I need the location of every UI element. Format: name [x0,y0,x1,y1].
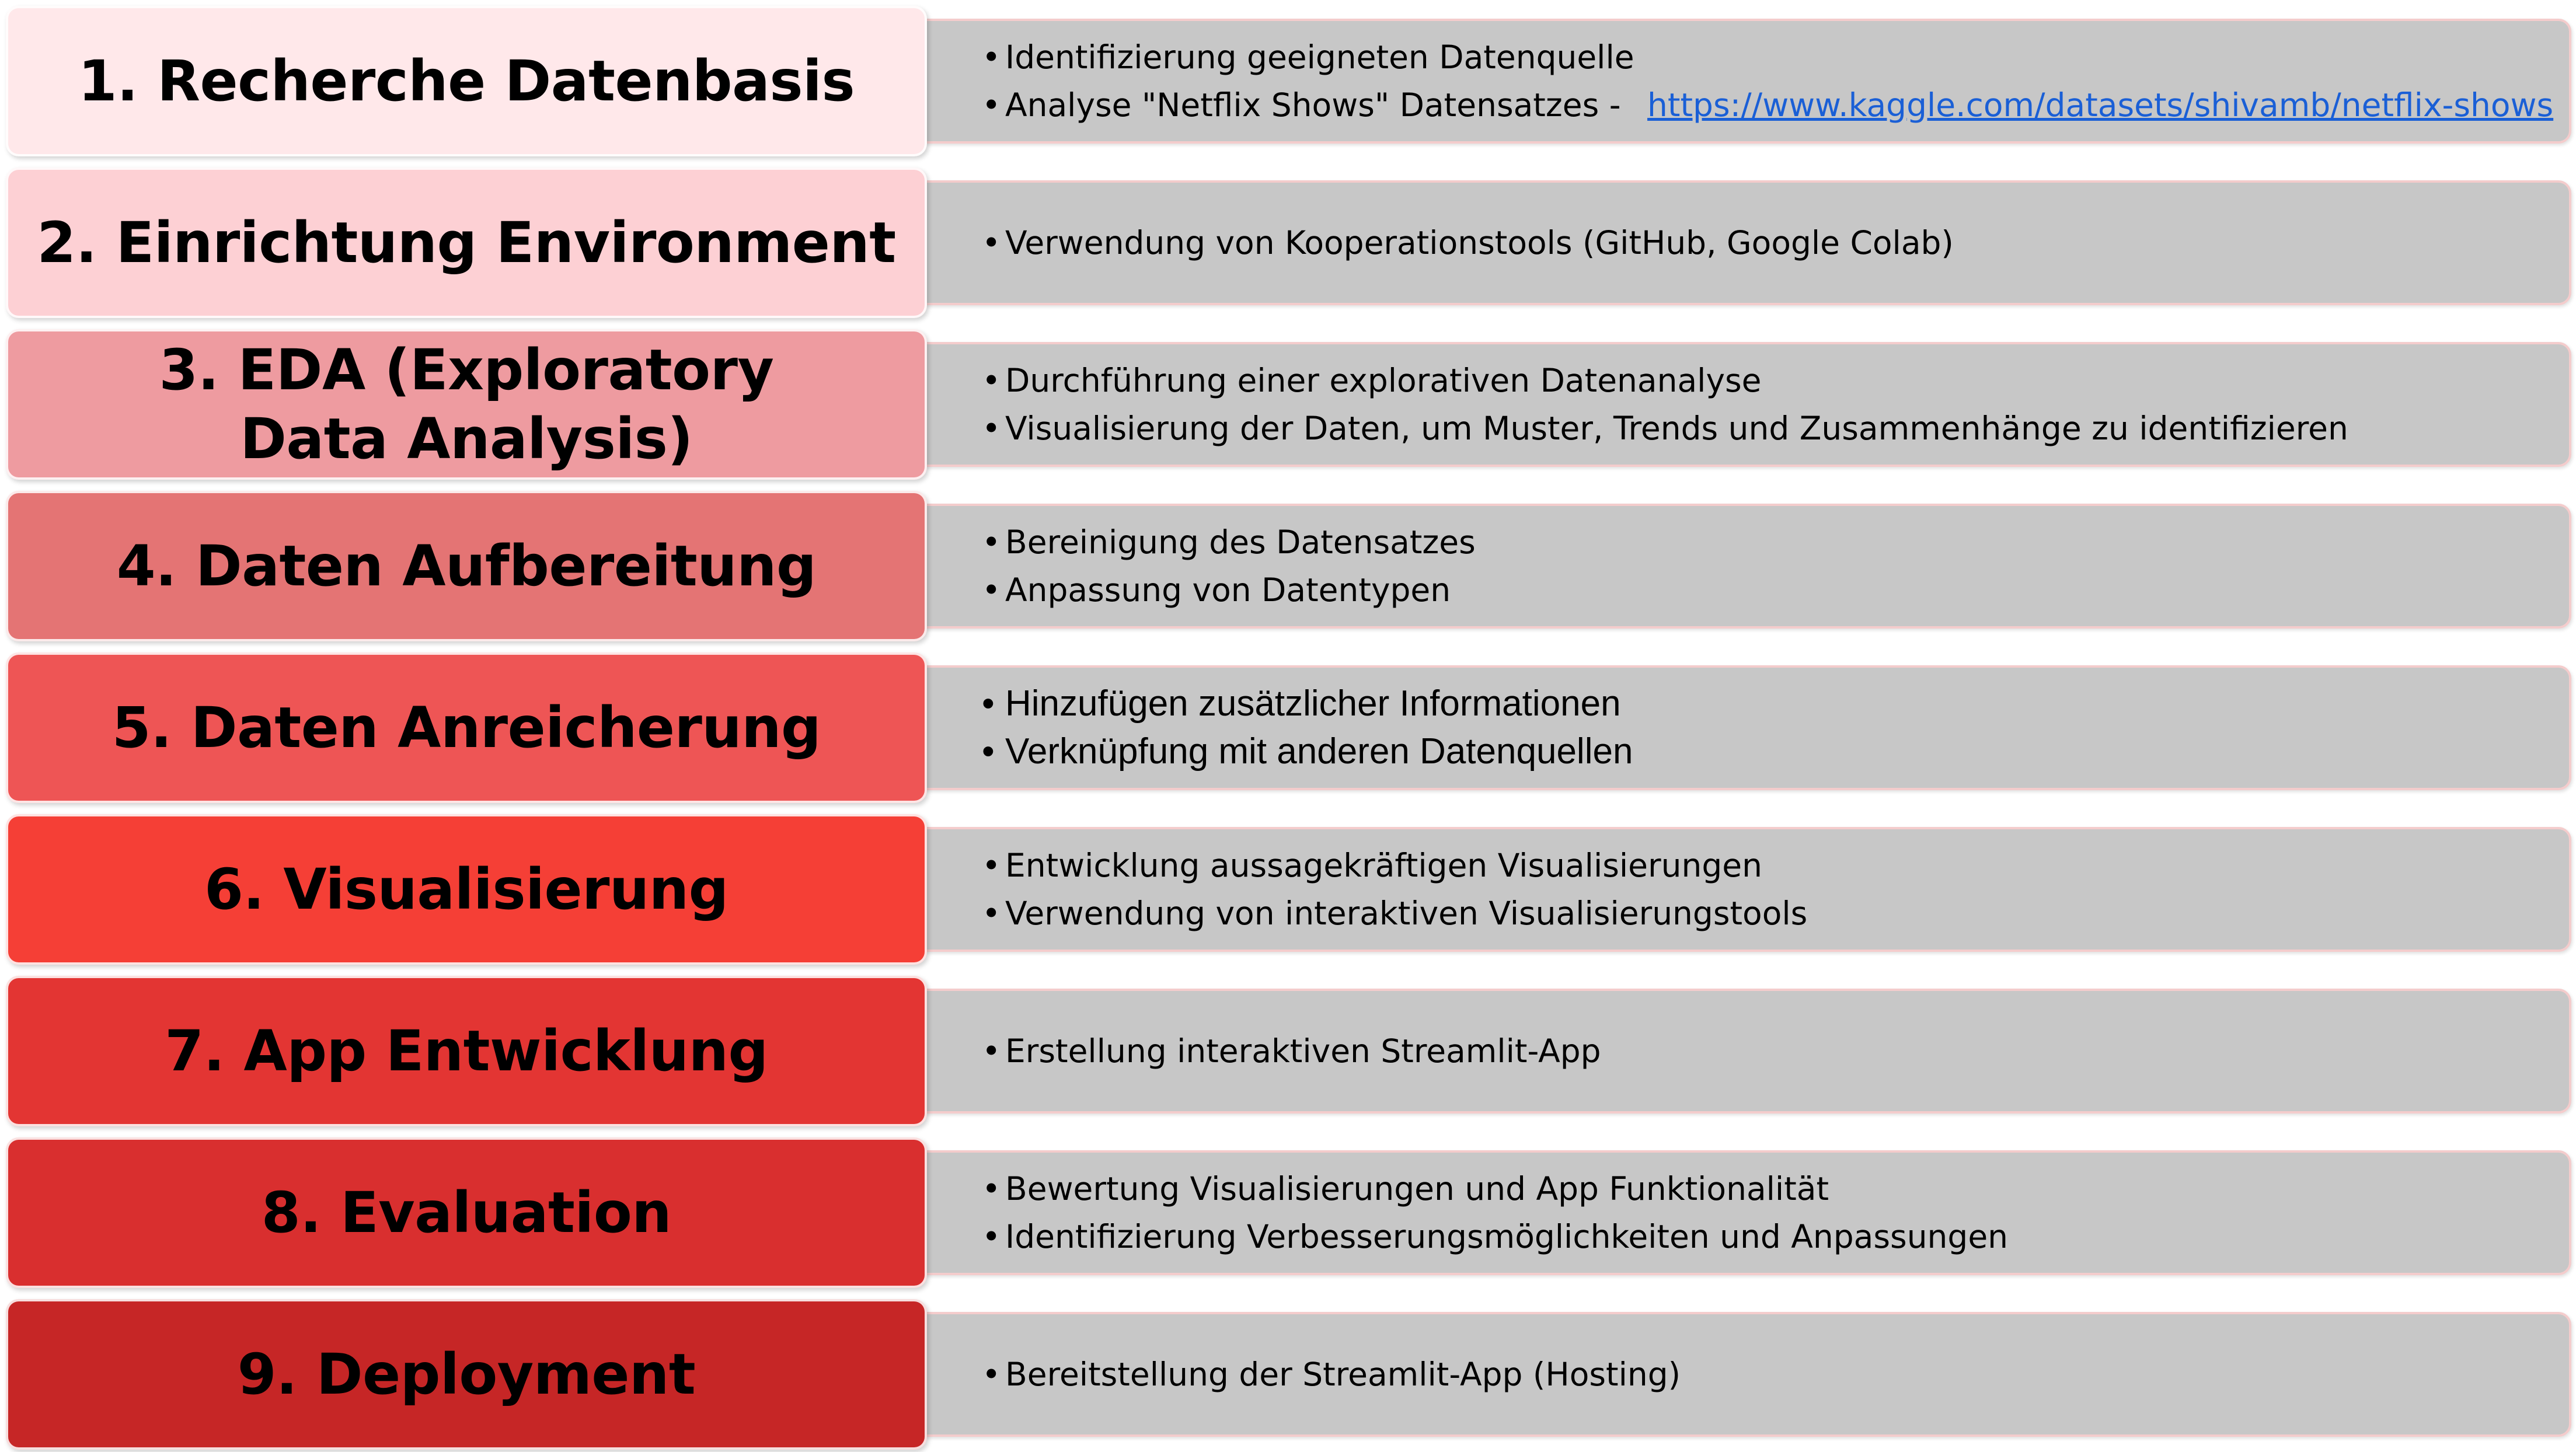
step-title-6: 6. Visualisierung [204,857,728,922]
step-title-1: 1. Recherche Datenbasis [78,48,855,114]
step-title-9: 9. Deployment [237,1342,696,1407]
step-row-1 [0,6,2576,159]
step-details-1 [911,19,2571,144]
bullet-6-2: • Verwendung von interaktiven Visualisierungstools [982,889,2569,937]
bullet-8-2: • Identifizierung Verbesserungsmöglichkeiten und Anpassungen [982,1213,2569,1261]
step-details-9 [911,1312,2571,1437]
bullet-3-1: • Durchführung einer explorativen Datenanalyse [982,357,2569,404]
bullet-9-1: • Bereitstellung der Streamlit-App (Hosting) [982,1350,2569,1398]
bullet-dot-icon: • [982,571,1001,609]
step-box-9 [6,1299,927,1450]
step-title-2: 2. Einrichtung Environment [37,210,896,275]
step-box-6 [6,814,927,965]
step-row-8 [0,1137,2576,1290]
step-row-3 [0,329,2576,482]
bullet-dot-icon: • [982,39,1001,76]
bullet-5-2: • Verknüpfung mit anderen Datenquellen [982,728,2569,776]
bullet-dot-icon: • [982,86,1001,124]
bullet-dot-icon: • [982,1032,1001,1070]
bullet-dot-icon: • [982,1218,1001,1255]
step-details-5 [911,665,2571,790]
bullet-dot-icon: • [982,895,1001,932]
bullet-8-1: • Bewertung Visualisierungen und App Funktionalität [982,1165,2569,1213]
step-row-7 [0,976,2576,1129]
bullet-dot-icon: • [982,847,1001,884]
step-title-7: 7. App Entwicklung [165,1018,768,1084]
bullet-5-1: • Hinzufügen zusätzlicher Informationen [982,680,2569,728]
bullet-3-2: • Visualisierung der Daten, um Muster, Trends und Zusammenhänge zu identifizieren [982,404,2569,452]
step-title-3: 3. EDA (Exploratory Data Analysis) [159,337,774,472]
bullet-dot-icon: • [982,1170,1001,1207]
bullet-dot-icon: • [982,224,1001,261]
step-box-1 [6,6,927,156]
bullet-4-2: • Anpassung von Datentypen [982,566,2569,614]
bullet-dot-icon: • [982,683,995,724]
step-details-6 [911,827,2571,952]
bullet-6-1: • Entwicklung aussagekräftigen Visualisierungen [982,842,2569,889]
step-details-2 [911,180,2571,305]
bullet-4-1: • Bereinigung des Datensatzes [982,518,2569,566]
step-title-5: 5. Daten Anreicherung [111,695,821,760]
step-box-8 [6,1137,927,1288]
bullet-dot-icon: • [982,1356,1001,1393]
bullet-dot-icon: • [982,362,1001,399]
step-box-3 [6,329,927,480]
bullet-7-1: • Erstellung interaktiven Streamlit-App [982,1027,2569,1075]
step-box-2 [6,167,927,318]
step-details-3 [911,342,2571,467]
step-box-4 [6,491,927,641]
step-row-2 [0,167,2576,320]
step-details-7 [911,989,2571,1114]
bullet-dot-icon: • [982,523,1001,561]
bullet-dot-icon: • [982,410,1001,447]
bullet-2-1: • Verwendung von Kooperationstools (GitHub, Google Colab) [982,219,2569,267]
step-title-8: 8. Evaluation [261,1180,672,1245]
step-title-4: 4. Daten Aufbereitung [116,533,817,599]
step-row-9 [0,1299,2576,1452]
step-box-5 [6,652,927,803]
bullet-1-2: • Analyse "Netflix Shows" Datensatzes - https://www.kaggle.com/datasets/shivamb/netflix-shows [982,81,2569,129]
step-details-4 [911,504,2571,629]
step-details-8 [911,1150,2571,1275]
step-box-7 [6,976,927,1126]
bullet-1-1: • Identifizierung geeigneten Datenquelle [982,33,2569,81]
step-row-5 [0,652,2576,805]
step-row-4 [0,491,2576,644]
step-row-6 [0,814,2576,967]
kaggle-dataset-link[interactable]: https://www.kaggle.com/datasets/shivamb/netflix-shows [1647,86,2554,124]
bullet-dot-icon: • [982,731,995,772]
